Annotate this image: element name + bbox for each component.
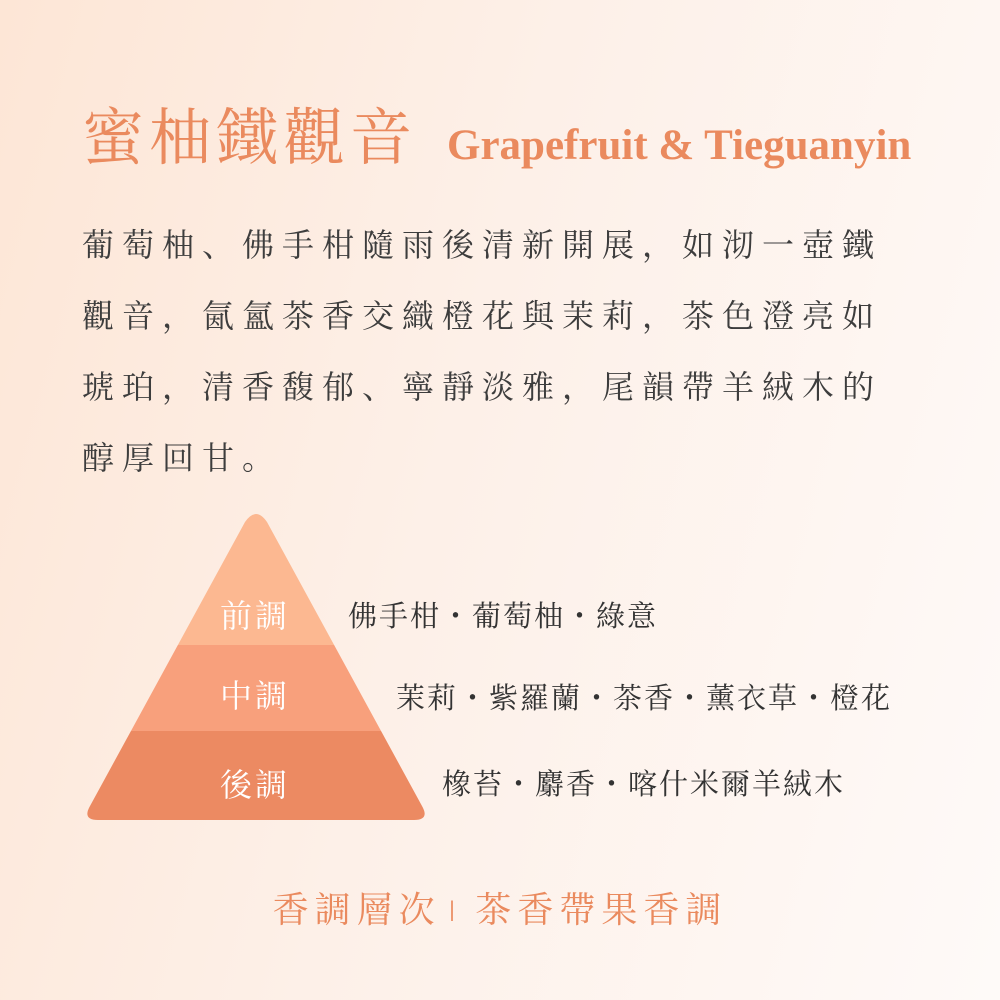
tier-label-top: 前調	[220, 597, 291, 635]
description-line: 葡萄柚、佛手柑隨雨後清新開展，如沏一壺鐵	[82, 226, 883, 264]
tier-label-bottom: 後調	[220, 766, 291, 804]
footer-label: 香調層次	[272, 890, 441, 931]
description-line: 觀音，氤氳茶香交織橙花與茉莉，茶色澄亮如	[82, 297, 883, 335]
footer-value: 茶香帶果香調	[475, 890, 728, 931]
title-chinese: 蜜柚鐵觀音	[82, 101, 418, 174]
scent-profile-footer	[0, 882, 1000, 933]
description-line: 醇厚回甘。	[82, 439, 283, 477]
tier-label-middle: 中調	[220, 677, 291, 715]
footer-separator: |	[448, 897, 462, 921]
description-line: 琥珀，清香馥郁、寧靜淡雅，尾韻帶羊絨木的	[82, 368, 883, 406]
top-notes: 佛手柑・葡萄柚・綠意	[348, 599, 659, 633]
base-notes: 橡苔・麝香・喀什米爾羊絨木	[442, 767, 846, 801]
middle-notes: 茉莉・紫羅蘭・茶香・薰衣草・橙花	[396, 681, 893, 715]
title-english: Grapefruit & Tieguanyin	[447, 122, 912, 169]
